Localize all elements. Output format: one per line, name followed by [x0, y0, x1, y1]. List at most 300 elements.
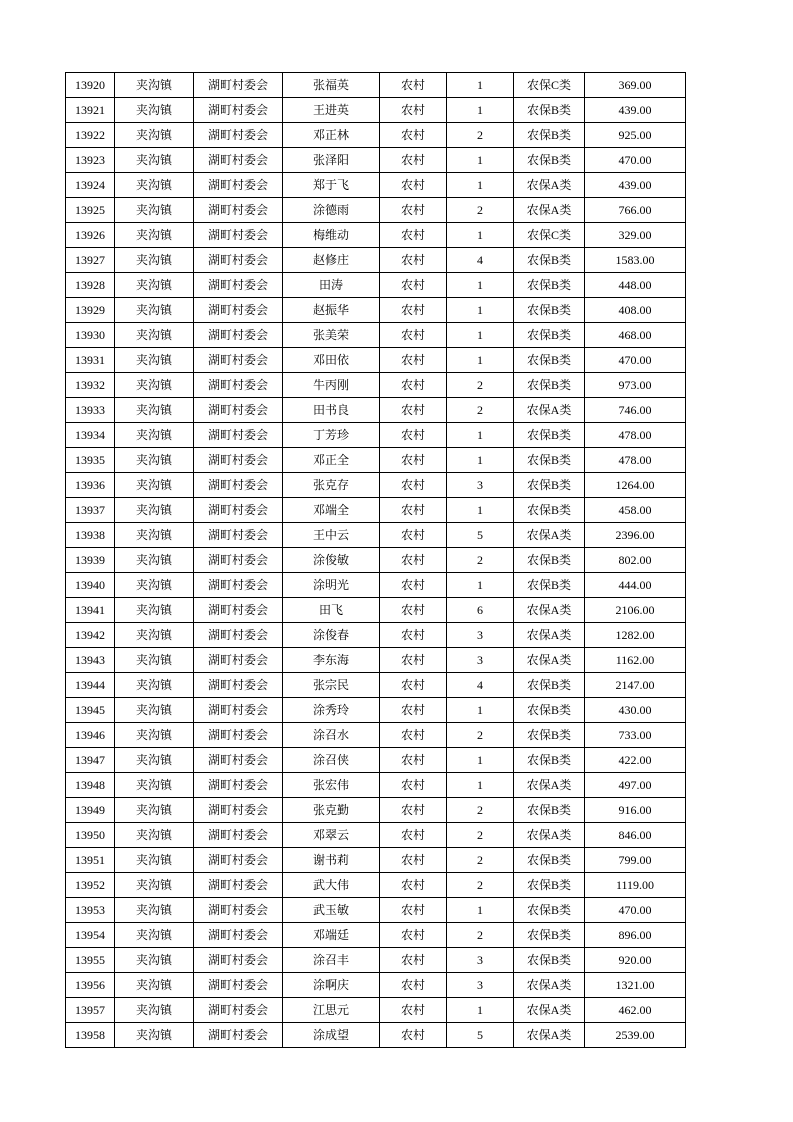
cell-category: 农村	[380, 923, 447, 948]
cell-id: 13940	[66, 573, 115, 598]
cell-type: 农保B类	[514, 548, 585, 573]
cell-count: 3	[447, 473, 514, 498]
table-row	[66, 848, 686, 873]
cell-category: 农村	[380, 823, 447, 848]
cell-town: 夹沟镇	[115, 823, 194, 848]
cell-id: 13947	[66, 748, 115, 773]
cell-amount: 1583.00	[585, 248, 686, 273]
table-row	[66, 748, 686, 773]
cell-category: 农村	[380, 523, 447, 548]
cell-amount: 1162.00	[585, 648, 686, 673]
cell-category: 农村	[380, 173, 447, 198]
cell-category: 农村	[380, 673, 447, 698]
cell-amount: 430.00	[585, 698, 686, 723]
cell-count: 1	[447, 273, 514, 298]
table-row	[66, 273, 686, 298]
cell-type: 农保B类	[514, 323, 585, 348]
cell-amount: 448.00	[585, 273, 686, 298]
cell-category: 农村	[380, 98, 447, 123]
table-row	[66, 1023, 686, 1048]
cell-id: 13929	[66, 298, 115, 323]
cell-category: 农村	[380, 698, 447, 723]
cell-id: 13928	[66, 273, 115, 298]
cell-amount: 470.00	[585, 898, 686, 923]
table-row	[66, 548, 686, 573]
table-row	[66, 123, 686, 148]
cell-town: 夹沟镇	[115, 798, 194, 823]
cell-id: 13953	[66, 898, 115, 923]
table-row	[66, 623, 686, 648]
cell-town: 夹沟镇	[115, 673, 194, 698]
cell-town: 夹沟镇	[115, 498, 194, 523]
cell-category: 农村	[380, 348, 447, 373]
cell-town: 夹沟镇	[115, 773, 194, 798]
cell-town: 夹沟镇	[115, 923, 194, 948]
cell-count: 2	[447, 923, 514, 948]
cell-type: 农保A类	[514, 398, 585, 423]
cell-type: 农保C类	[514, 223, 585, 248]
cell-town: 夹沟镇	[115, 723, 194, 748]
cell-id: 13943	[66, 648, 115, 673]
cell-town: 夹沟镇	[115, 148, 194, 173]
cell-count: 4	[447, 673, 514, 698]
cell-village: 湖町村委会	[194, 148, 283, 173]
table-row	[66, 173, 686, 198]
cell-amount: 478.00	[585, 448, 686, 473]
table-row	[66, 423, 686, 448]
cell-count: 2	[447, 823, 514, 848]
cell-category: 农村	[380, 248, 447, 273]
cell-count: 2	[447, 398, 514, 423]
cell-type: 农保A类	[514, 598, 585, 623]
cell-town: 夹沟镇	[115, 948, 194, 973]
cell-category: 农村	[380, 423, 447, 448]
cell-category: 农村	[380, 873, 447, 898]
table-row	[66, 373, 686, 398]
cell-type: 农保A类	[514, 973, 585, 998]
table-row	[66, 298, 686, 323]
cell-name: 梅维动	[283, 223, 380, 248]
cell-village: 湖町村委会	[194, 423, 283, 448]
cell-name: 田书良	[283, 398, 380, 423]
cell-amount: 478.00	[585, 423, 686, 448]
cell-town: 夹沟镇	[115, 198, 194, 223]
table-row	[66, 148, 686, 173]
cell-count: 1	[447, 298, 514, 323]
cell-category: 农村	[380, 998, 447, 1023]
cell-name: 涂明光	[283, 573, 380, 598]
cell-village: 湖町村委会	[194, 598, 283, 623]
cell-amount: 458.00	[585, 498, 686, 523]
cell-type: 农保A类	[514, 198, 585, 223]
cell-count: 1	[447, 498, 514, 523]
cell-amount: 799.00	[585, 848, 686, 873]
cell-name: 张克勤	[283, 798, 380, 823]
cell-name: 涂召侠	[283, 748, 380, 773]
cell-category: 农村	[380, 948, 447, 973]
cell-category: 农村	[380, 123, 447, 148]
table-row	[66, 898, 686, 923]
cell-amount: 408.00	[585, 298, 686, 323]
cell-name: 涂德雨	[283, 198, 380, 223]
cell-type: 农保B类	[514, 148, 585, 173]
table-row	[66, 223, 686, 248]
cell-name: 涂秀玲	[283, 698, 380, 723]
cell-category: 农村	[380, 648, 447, 673]
cell-village: 湖町村委会	[194, 173, 283, 198]
cell-count: 1	[447, 148, 514, 173]
cell-category: 农村	[380, 848, 447, 873]
cell-category: 农村	[380, 198, 447, 223]
cell-amount: 2539.00	[585, 1023, 686, 1048]
cell-type: 农保A类	[514, 623, 585, 648]
cell-amount: 1321.00	[585, 973, 686, 998]
cell-type: 农保B类	[514, 273, 585, 298]
cell-id: 13941	[66, 598, 115, 623]
cell-type: 农保B类	[514, 923, 585, 948]
cell-id: 13945	[66, 698, 115, 723]
cell-count: 1	[447, 348, 514, 373]
cell-name: 邓端廷	[283, 923, 380, 948]
cell-id: 13944	[66, 673, 115, 698]
cell-town: 夹沟镇	[115, 523, 194, 548]
cell-amount: 973.00	[585, 373, 686, 398]
cell-id: 13920	[66, 73, 115, 98]
cell-town: 夹沟镇	[115, 998, 194, 1023]
cell-id: 13955	[66, 948, 115, 973]
cell-type: 农保A类	[514, 998, 585, 1023]
cell-id: 13948	[66, 773, 115, 798]
cell-type: 农保A类	[514, 648, 585, 673]
cell-type: 农保B类	[514, 448, 585, 473]
cell-village: 湖町村委会	[194, 748, 283, 773]
cell-amount: 497.00	[585, 773, 686, 798]
cell-type: 农保B类	[514, 298, 585, 323]
table-row	[66, 73, 686, 98]
cell-town: 夹沟镇	[115, 373, 194, 398]
table-row	[66, 98, 686, 123]
cell-town: 夹沟镇	[115, 348, 194, 373]
cell-count: 1	[447, 998, 514, 1023]
cell-village: 湖町村委会	[194, 523, 283, 548]
cell-amount: 468.00	[585, 323, 686, 348]
cell-type: 农保B类	[514, 873, 585, 898]
cell-amount: 916.00	[585, 798, 686, 823]
cell-name: 邓正全	[283, 448, 380, 473]
cell-village: 湖町村委会	[194, 623, 283, 648]
cell-village: 湖町村委会	[194, 448, 283, 473]
cell-count: 3	[447, 948, 514, 973]
cell-village: 湖町村委会	[194, 273, 283, 298]
cell-name: 田涛	[283, 273, 380, 298]
cell-category: 农村	[380, 798, 447, 823]
cell-town: 夹沟镇	[115, 423, 194, 448]
cell-id: 13939	[66, 548, 115, 573]
cell-amount: 896.00	[585, 923, 686, 948]
cell-count: 1	[447, 773, 514, 798]
cell-name: 张泽阳	[283, 148, 380, 173]
cell-town: 夹沟镇	[115, 623, 194, 648]
cell-town: 夹沟镇	[115, 548, 194, 573]
cell-type: 农保B类	[514, 898, 585, 923]
cell-village: 湖町村委会	[194, 948, 283, 973]
cell-name: 王中云	[283, 523, 380, 548]
cell-village: 湖町村委会	[194, 923, 283, 948]
cell-name: 涂召丰	[283, 948, 380, 973]
cell-amount: 802.00	[585, 548, 686, 573]
cell-amount: 733.00	[585, 723, 686, 748]
cell-name: 邓田依	[283, 348, 380, 373]
cell-type: 农保B类	[514, 948, 585, 973]
cell-amount: 766.00	[585, 198, 686, 223]
cell-name: 江思元	[283, 998, 380, 1023]
cell-count: 6	[447, 598, 514, 623]
cell-town: 夹沟镇	[115, 223, 194, 248]
cell-category: 农村	[380, 498, 447, 523]
cell-amount: 1264.00	[585, 473, 686, 498]
cell-town: 夹沟镇	[115, 98, 194, 123]
cell-name: 赵振华	[283, 298, 380, 323]
cell-name: 王进英	[283, 98, 380, 123]
cell-count: 2	[447, 373, 514, 398]
cell-name: 张宗民	[283, 673, 380, 698]
cell-id: 13949	[66, 798, 115, 823]
table-row	[66, 998, 686, 1023]
cell-amount: 369.00	[585, 73, 686, 98]
cell-count: 1	[447, 448, 514, 473]
cell-category: 农村	[380, 373, 447, 398]
cell-village: 湖町村委会	[194, 873, 283, 898]
cell-count: 2	[447, 548, 514, 573]
cell-count: 4	[447, 248, 514, 273]
cell-id: 13957	[66, 998, 115, 1023]
cell-town: 夹沟镇	[115, 473, 194, 498]
cell-amount: 846.00	[585, 823, 686, 848]
cell-count: 1	[447, 73, 514, 98]
table-row	[66, 773, 686, 798]
cell-type: 农保B类	[514, 673, 585, 698]
cell-name: 邓翠云	[283, 823, 380, 848]
cell-village: 湖町村委会	[194, 548, 283, 573]
cell-village: 湖町村委会	[194, 573, 283, 598]
cell-type: 农保B类	[514, 698, 585, 723]
table-row	[66, 648, 686, 673]
cell-name: 李东海	[283, 648, 380, 673]
cell-town: 夹沟镇	[115, 973, 194, 998]
cell-type: 农保B类	[514, 98, 585, 123]
table-row	[66, 973, 686, 998]
cell-id: 13927	[66, 248, 115, 273]
cell-type: 农保A类	[514, 823, 585, 848]
cell-name: 郑于飞	[283, 173, 380, 198]
cell-town: 夹沟镇	[115, 648, 194, 673]
cell-type: 农保A类	[514, 523, 585, 548]
cell-count: 2	[447, 798, 514, 823]
cell-id: 13946	[66, 723, 115, 748]
cell-village: 湖町村委会	[194, 98, 283, 123]
cell-id: 13925	[66, 198, 115, 223]
cell-count: 1	[447, 223, 514, 248]
cell-amount: 329.00	[585, 223, 686, 248]
cell-name: 邓正林	[283, 123, 380, 148]
cell-count: 2	[447, 123, 514, 148]
cell-village: 湖町村委会	[194, 248, 283, 273]
cell-name: 武玉敏	[283, 898, 380, 923]
cell-id: 13932	[66, 373, 115, 398]
table-row	[66, 198, 686, 223]
cell-village: 湖町村委会	[194, 673, 283, 698]
cell-type: 农保A类	[514, 773, 585, 798]
cell-amount: 470.00	[585, 348, 686, 373]
cell-town: 夹沟镇	[115, 748, 194, 773]
cell-village: 湖町村委会	[194, 648, 283, 673]
cell-category: 农村	[380, 323, 447, 348]
cell-category: 农村	[380, 1023, 447, 1048]
cell-count: 1	[447, 573, 514, 598]
cell-type: 农保B类	[514, 123, 585, 148]
cell-amount: 2106.00	[585, 598, 686, 623]
cell-category: 农村	[380, 473, 447, 498]
table-row	[66, 873, 686, 898]
cell-village: 湖町村委会	[194, 198, 283, 223]
cell-id: 13950	[66, 823, 115, 848]
table-body	[66, 73, 686, 1048]
cell-amount: 422.00	[585, 748, 686, 773]
cell-id: 13921	[66, 98, 115, 123]
cell-name: 涂啊庆	[283, 973, 380, 998]
cell-amount: 925.00	[585, 123, 686, 148]
table-row	[66, 398, 686, 423]
table-row	[66, 348, 686, 373]
cell-village: 湖町村委会	[194, 848, 283, 873]
records-table	[65, 72, 686, 1048]
cell-type: 农保B类	[514, 848, 585, 873]
cell-count: 5	[447, 1023, 514, 1048]
cell-category: 农村	[380, 748, 447, 773]
cell-id: 13926	[66, 223, 115, 248]
table-row	[66, 948, 686, 973]
cell-category: 农村	[380, 773, 447, 798]
table-row	[66, 473, 686, 498]
cell-type: 农保B类	[514, 248, 585, 273]
cell-count: 1	[447, 898, 514, 923]
cell-village: 湖町村委会	[194, 798, 283, 823]
table-row	[66, 698, 686, 723]
cell-amount: 439.00	[585, 98, 686, 123]
cell-village: 湖町村委会	[194, 998, 283, 1023]
cell-amount: 920.00	[585, 948, 686, 973]
cell-id: 13933	[66, 398, 115, 423]
cell-name: 涂召水	[283, 723, 380, 748]
cell-count: 5	[447, 523, 514, 548]
cell-category: 农村	[380, 973, 447, 998]
cell-town: 夹沟镇	[115, 873, 194, 898]
cell-count: 3	[447, 973, 514, 998]
cell-count: 1	[447, 323, 514, 348]
cell-type: 农保B类	[514, 423, 585, 448]
cell-id: 13930	[66, 323, 115, 348]
cell-category: 农村	[380, 223, 447, 248]
cell-village: 湖町村委会	[194, 973, 283, 998]
cell-town: 夹沟镇	[115, 123, 194, 148]
cell-category: 农村	[380, 598, 447, 623]
cell-id: 13954	[66, 923, 115, 948]
cell-id: 13931	[66, 348, 115, 373]
cell-amount: 746.00	[585, 398, 686, 423]
cell-count: 1	[447, 98, 514, 123]
table-row	[66, 323, 686, 348]
cell-village: 湖町村委会	[194, 348, 283, 373]
cell-id: 13951	[66, 848, 115, 873]
cell-town: 夹沟镇	[115, 298, 194, 323]
cell-amount: 462.00	[585, 998, 686, 1023]
cell-name: 张福英	[283, 73, 380, 98]
cell-count: 3	[447, 623, 514, 648]
cell-id: 13923	[66, 148, 115, 173]
cell-type: 农保A类	[514, 1023, 585, 1048]
cell-name: 涂俊敏	[283, 548, 380, 573]
table-row	[66, 248, 686, 273]
table-row	[66, 598, 686, 623]
table-row	[66, 448, 686, 473]
cell-town: 夹沟镇	[115, 598, 194, 623]
cell-id: 13958	[66, 1023, 115, 1048]
cell-name: 牛丙刚	[283, 373, 380, 398]
cell-town: 夹沟镇	[115, 273, 194, 298]
cell-name: 赵修庄	[283, 248, 380, 273]
cell-id: 13934	[66, 423, 115, 448]
cell-id: 13938	[66, 523, 115, 548]
cell-count: 2	[447, 198, 514, 223]
cell-village: 湖町村委会	[194, 223, 283, 248]
cell-type: 农保A类	[514, 173, 585, 198]
cell-category: 农村	[380, 448, 447, 473]
cell-name: 丁芳珍	[283, 423, 380, 448]
cell-village: 湖町村委会	[194, 123, 283, 148]
cell-village: 湖町村委会	[194, 773, 283, 798]
cell-amount: 2396.00	[585, 523, 686, 548]
cell-type: 农保B类	[514, 748, 585, 773]
cell-town: 夹沟镇	[115, 73, 194, 98]
table-row	[66, 798, 686, 823]
cell-type: 农保B类	[514, 798, 585, 823]
table-row	[66, 498, 686, 523]
cell-town: 夹沟镇	[115, 698, 194, 723]
cell-type: 农保B类	[514, 473, 585, 498]
cell-amount: 439.00	[585, 173, 686, 198]
cell-name: 武大伟	[283, 873, 380, 898]
cell-category: 农村	[380, 573, 447, 598]
cell-type: 农保B类	[514, 348, 585, 373]
table-row	[66, 523, 686, 548]
cell-village: 湖町村委会	[194, 398, 283, 423]
cell-id: 13935	[66, 448, 115, 473]
cell-name: 田飞	[283, 598, 380, 623]
cell-category: 农村	[380, 273, 447, 298]
cell-id: 13956	[66, 973, 115, 998]
cell-type: 农保B类	[514, 498, 585, 523]
cell-town: 夹沟镇	[115, 248, 194, 273]
cell-id: 13937	[66, 498, 115, 523]
cell-amount: 2147.00	[585, 673, 686, 698]
cell-id: 13922	[66, 123, 115, 148]
cell-category: 农村	[380, 548, 447, 573]
cell-village: 湖町村委会	[194, 298, 283, 323]
cell-village: 湖町村委会	[194, 498, 283, 523]
cell-village: 湖町村委会	[194, 1023, 283, 1048]
table-row	[66, 573, 686, 598]
table-row	[66, 823, 686, 848]
